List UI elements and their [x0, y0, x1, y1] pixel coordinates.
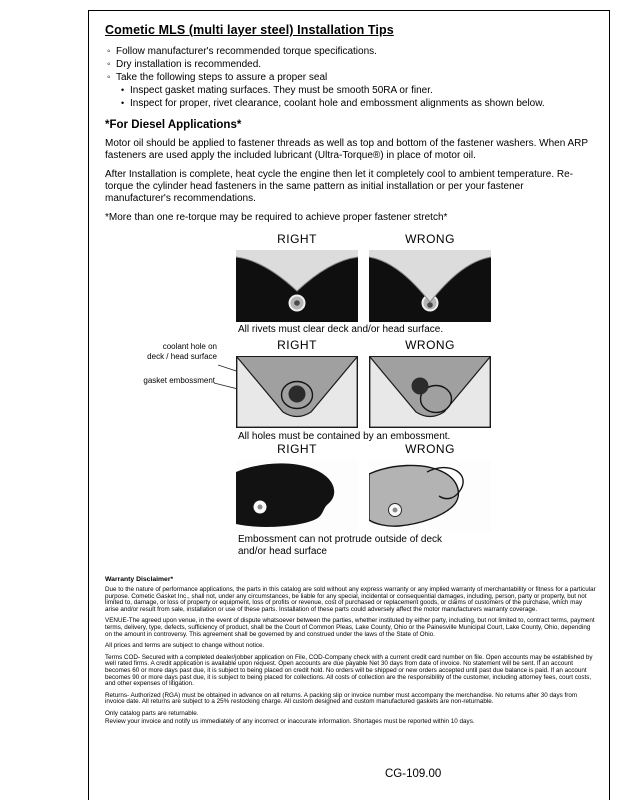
diesel-heading: *For Diesel Applications* [105, 119, 242, 131]
bullet-text: Inspect gasket mating surfaces. They must be smooth 50RA or finer. [130, 85, 433, 96]
coolant-wrong-diagram [369, 356, 491, 428]
bullet-marker [107, 45, 116, 58]
rivet-wrong-diagram [369, 250, 491, 322]
document-code: CG-109.00 [385, 768, 442, 780]
embossment-caption-line2: and/or head surface [238, 546, 327, 557]
gasket-embossment-label: gasket embossment [143, 376, 215, 385]
wrong-label-row2: WRONG [405, 338, 455, 352]
rivet-right-diagram [236, 250, 358, 322]
bullet-text: Follow manufacturer's recommended torque specifications. [116, 46, 377, 57]
disclaimer-paragraph: Due to the nature of performance applications, the parts in this catalog are sold without any express warranty or any implied warranty of merchantability or fitness for a particular purpose. Cometic Gasket Inc., shall not, under any circumstances, be liable for any special, incidental or consequential damages, including, person, party or property, but not limited to, damage, or loss of property or equipment, loss of profits or revenue, cost of purchased or replacement goods, or claims of customers of the purchase, which may arise and/or result from sale, installation or use of these parts. Installation of these parts could adversely affect the motor manufacturers warranty coverage. [105, 586, 596, 613]
disclaimer-paragraph: VENUE-The agreed upon venue, in the event of dispute whatsoever between the parties, whether instituted by either party, including, but not limited to, contract terms, payment terms, delivery, type, defects, sufficiency of product, shall be the Court of Common Pleas, Lake County, Ohio or the Painesville Municipal Court, Lake County, Ohio, depending on the amount in controversy. This agreement shall be governed by and construed under the laws of the State of Ohio. [105, 617, 595, 638]
bullet-text: Take the following steps to assure a proper seal [116, 72, 328, 83]
right-label-row3: RIGHT [277, 442, 317, 456]
install-bullet-list [105, 45, 595, 110]
right-label-row1: RIGHT [277, 232, 317, 246]
bullet-marker [107, 71, 116, 84]
diesel-para-2: After Installation is complete, heat cycle the engine then let it completely cool to ambient temperature. Re-torque the cylinder head fasteners in the same pattern as initial installation or per your fastener manufacturer's recommendations. [105, 169, 574, 204]
coolant-hole-label [125, 342, 217, 361]
disclaimer-paragraph: Only catalog parts are returnable. [105, 709, 199, 717]
document-frame [88, 10, 610, 800]
bullet-marker [121, 84, 130, 97]
sub-bullet-item-1 [105, 84, 595, 97]
bullet-marker [107, 58, 116, 71]
coolant-hole-label-line2: deck / head surface [147, 351, 217, 361]
disclaimer-paragraph: All prices and terms are subject to change without notice. [105, 642, 265, 650]
rivet-caption: All rivets must clear deck and/or head surface. [238, 324, 444, 335]
coolant-hole-label-line1: coolant hole on [162, 342, 217, 351]
coolant-right-diagram [236, 356, 358, 428]
sub-bullet-item-2 [105, 97, 595, 110]
embossment-wrong-diagram [369, 460, 491, 532]
diesel-para-1: Motor oil should be applied to fastener threads as well as top and bottom of the fastener washers. When ARP fasteners are used apply the included lubricant (Ultra-Torque®) in place of motor oil. [105, 138, 588, 161]
diagram-section [105, 230, 595, 562]
bullet-item-3 [105, 71, 595, 84]
wrong-label-row3: WRONG [405, 442, 455, 456]
embossment-right-diagram [236, 460, 358, 532]
retorque-note: *More than one re-torque may be required to achieve proper fastener stretch* [105, 212, 448, 223]
bullet-text: Inspect for proper, rivet clearance, coolant hole and embossment alignments as shown below. [130, 98, 545, 109]
disclaimer-paragraph: Terms COD- Secured with a completed dealer/jobber application on File, COD-Company check with a current credit card number on file. Open accounts may be established by well rated firms. A credit application is available upon request. Open accounts are due payable Net 30 days from date of invoice. No statement will be sent. If an account becomes 60 or more days past due, it is subject to being placed on credit hold. No orders will be shipped or new orders accepted until past due balance is paid. If an account becomes 90 or more days past due, it is subject to being placed for collections. All costs of collection are the responsibility of the customer, including attorney fees, court costs, and other expenses of litigation. [105, 653, 593, 688]
warranty-disclaimer [105, 576, 597, 725]
bullet-text: Dry installation is recommended. [116, 59, 262, 70]
disclaimer-paragraph: Returns- Authorized (RGA) must be obtained in advance on all returns. A packing slip or invoice number must accompany the merchandise. No returns after 30 days from invoice date. All returns are subject to a 25% restocking charge. All custom designed and custom manufactured gaskets are non-returnable. [105, 691, 578, 706]
embossment-caption-line1: Embossment can not protrude outside of deck [238, 534, 443, 545]
page-title: Cometic MLS (multi layer steel) Installation Tips [105, 23, 394, 37]
right-label-row2: RIGHT [277, 338, 317, 352]
coolant-caption: All holes must be contained by an embossment. [238, 431, 451, 442]
bullet-item-2 [105, 58, 595, 71]
wrong-label-row1: WRONG [405, 232, 455, 246]
warranty-disclaimer-heading: Warranty Disclaimer* [105, 576, 174, 583]
bullet-marker [121, 97, 130, 110]
disclaimer-paragraph: Review your invoice and notify us immediately of any incorrect or inaccurate information. Shortages must be reported within 10 days. [105, 717, 475, 725]
bullet-item-1 [105, 45, 595, 58]
embossment-caption [238, 534, 442, 558]
